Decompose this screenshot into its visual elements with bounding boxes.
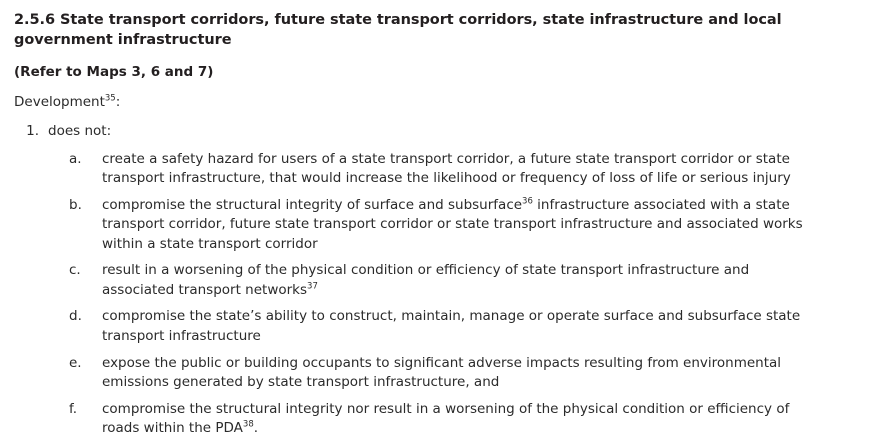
footnote-marker-37: 37: [307, 281, 318, 292]
list-item: [14, 196, 857, 255]
intro-colon: :: [115, 94, 121, 111]
footnote-marker-38: 38: [242, 419, 254, 430]
list-item-marker: e.: [69, 354, 82, 371]
page-title: 2.5.6 State transport corridors, future state transport corridors, state infrastructure and local government infrastructure: [14, 12, 782, 49]
footnote-marker-35: 35: [104, 93, 116, 104]
list-item: [14, 307, 857, 346]
list-item-text: compromise the state’s ability to construct, maintain, manage or operate surface and subsurface state transport infrastructure: [102, 308, 801, 345]
list-item-text: does not:: [48, 123, 112, 140]
list-item-marker: c.: [69, 262, 81, 279]
list-item-text-part-1: compromise the structural integrity of surface and subsurface: [102, 196, 523, 213]
map-reference: (Refer to Maps 3, 6 and 7): [14, 63, 214, 80]
list-item-text: [102, 196, 857, 255]
list-item-text-part-1: result in a worsening of the physical condition or efficiency of state transport infrastructure and associated transport networks: [102, 262, 750, 298]
footnote-marker-36: 36: [522, 196, 533, 207]
list-item-text: create a safety hazard for users of a state transport corridor, a future state transport corridor or state transport infrastructure, that would increase the likelihood or frequency of loss of life or serious injury: [102, 150, 791, 187]
alpha-list: [14, 150, 857, 439]
list-item-marker: f.: [69, 400, 78, 417]
numbered-list: [14, 122, 857, 141]
list-item-text-part-2: .: [253, 420, 259, 437]
list-item-marker: a.: [69, 150, 82, 167]
list-item-marker: 1.: [26, 123, 39, 140]
list-item: [14, 354, 857, 393]
list-item-text: [102, 261, 857, 300]
list-item-marker: d.: [69, 308, 82, 325]
list-item: [14, 400, 857, 439]
list-item: [14, 122, 857, 141]
list-item-text: expose the public or building occupants to significant adverse impacts resulting from environmental emissions generated by state transport infrastructure, and: [102, 354, 782, 391]
list-item-text-part-2: infrastructure associated with a state transport corridor, future state transport corridor or state transport infrastructure and associated works within a state transport corridor: [102, 196, 803, 252]
intro-paragraph: [14, 93, 857, 112]
list-item-marker: b.: [69, 196, 82, 213]
list-item: [14, 261, 857, 300]
list-item: [14, 150, 857, 189]
list-item-text: [102, 400, 857, 439]
intro-text: Development: [14, 94, 105, 111]
list-item-text-part-1: compromise the structural integrity nor result in a worsening of the physical condition or efficiency of roads within the PDA: [102, 400, 790, 437]
